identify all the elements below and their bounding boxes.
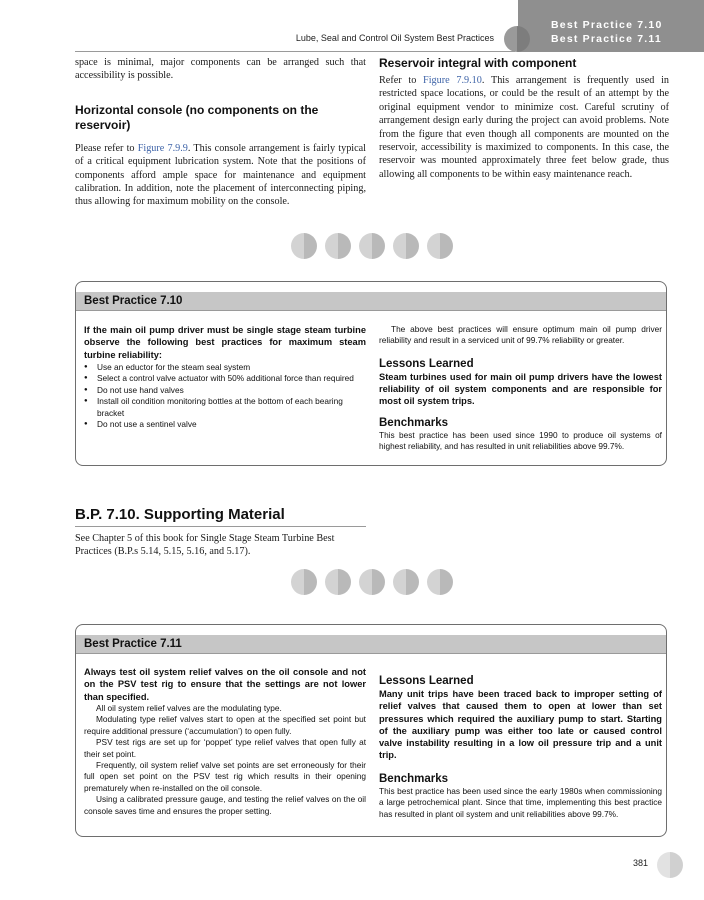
right-column: [379, 56, 669, 181]
header-circle-ornament: [504, 26, 530, 52]
left-intro-paragraph: space is minimal, major components can be arranged such that accessibility is possible.: [75, 57, 366, 82]
ornament-divider: [291, 233, 453, 259]
horizontal-console-heading: Horizontal console (no components on the reservoir): [75, 102, 319, 132]
ornament-circle: [359, 569, 385, 595]
bp710-right-intro: The above best practices will ensure optimum main oil pump driver reliability and result in a serviced unit of 99.7% reliability or greater.: [379, 324, 662, 346]
running-title: Lube, Seal and Control Oil System Best Practices: [295, 33, 494, 43]
bp711-paragraph: All oil system relief valves are the modulating type.: [96, 702, 282, 713]
best-practice-7-11-title: Best Practice 7.11: [76, 635, 666, 654]
section-tab-line-2: Best Practice 7.11: [551, 33, 662, 45]
bp711-lessons-heading: Lessons Learned: [379, 675, 474, 687]
best-practice-7-11-body: [76, 666, 666, 837]
ornament-circle: [325, 569, 351, 595]
best-practice-7-10-box: [75, 281, 667, 466]
bp711-lead: Always test oil system relief valves on the oil console and not on the PSV test rig to ensure that the settings are not lower than specified.: [84, 667, 366, 702]
bp711-benchmarks-heading: Benchmarks: [379, 772, 449, 785]
ornament-circle: [325, 233, 351, 259]
ornament-circle: [359, 233, 385, 259]
ornament-circle: [427, 233, 453, 259]
header-rule: [75, 51, 515, 52]
best-practice-7-10-body: [76, 324, 666, 466]
bp710-lessons-text: Steam turbines used for main oil pump drivers have the lowest reliability of oil system components and are responsible for most oil system trips.: [379, 371, 662, 407]
best-practice-7-11-box: [75, 624, 667, 837]
supporting-material-heading: B.P. 7.10. Supporting Material: [75, 505, 366, 527]
page-number-circle-ornament: [657, 852, 683, 878]
page-number: 381: [633, 858, 649, 868]
reservoir-integral-paragraph: Refer to Figure 7.9.10. This arrangement is frequently used in restricted space locations, or could be the result of an attempt by the original equipment vendor to minimize cost. Careful scrutiny of arrangement design early during the project can avoid problems. Note from the figure that even though all components are mounted on the reservoir, accessibility is maximized to components. In this case, the reservoir was mounted approximately three feet below grade, thus allowing all components to be within easy maintenance reach.: [379, 75, 669, 180]
bp710-lead: If the main oil pump driver must be single stage steam turbine observe the following best practices for maximum steam turbine reliability:: [84, 325, 366, 360]
best-practice-7-10-title: Best Practice 7.10: [76, 292, 666, 311]
figure-link-7-9-9[interactable]: Figure 7.9.9: [137, 142, 188, 154]
list-item: ● Install oil condition monitoring bottles at the bottom of each bearing bracket: [84, 396, 366, 419]
list-item: ● Select a control valve actuator with 50% additional force than required: [84, 373, 366, 384]
bp710-left-column: [84, 324, 366, 430]
ornament-circle: [427, 569, 453, 595]
figure-link-7-9-10[interactable]: Figure 7.9.10: [423, 75, 482, 86]
ornament-circle: [291, 233, 317, 259]
bp711-left-column: [84, 666, 366, 817]
bp711-paragraph: Frequently, oil system relief valve set points are set erroneously for their full open set point on the PSV test rig which results in their opening prematurely when re-installed on the oil console.: [84, 759, 366, 793]
bp711-lessons-text: Many unit trips have been traced back to improper setting of relief valves that caused them to open at lower than set pressures which required the auxiliary pump to start. Starting of the auxiliary pump was either too late or caused control valve instability resulting in a low oil pressure trip and a unit trip.: [379, 689, 662, 761]
bp710-benchmarks-text: This best practice has been used since 1990 to produce oil systems of highest reliability, and has resulted in unit reliabilities above 99.7%.: [379, 429, 662, 452]
bp711-right-column: [379, 666, 662, 820]
reservoir-integral-heading: Reservoir integral with component: [379, 56, 577, 70]
bp710-lessons-heading: Lessons Learned: [379, 357, 474, 370]
bp710-benchmarks-heading: Benchmarks: [379, 416, 449, 429]
ornament-circle: [291, 569, 317, 595]
list-item: ● Do not use a sentinel valve: [84, 419, 366, 430]
bp710-bullet-list: [84, 362, 366, 430]
bp711-paragraph: PSV test rigs are set up for ‘poppet’ type relief valves that open fully at their set point.: [84, 737, 366, 759]
section-tab-line-1: Best Practice 7.10: [551, 19, 663, 31]
list-item: ● Use an eductor for the steam seal system: [84, 362, 366, 373]
bp711-paragraph: Using a calibrated pressure gauge, and testing the relief valves on the oil console saves time and ensures the proper setting.: [84, 794, 366, 816]
list-item: ● Do not use hand valves: [84, 385, 366, 396]
ornament-circle: [393, 569, 419, 595]
bp711-benchmarks-text: This best practice has been used since the early 1980s when commissioning a large petrochemical plant. Since that time, implementing this best practice has resulted in plant oil system and unit reliabilities above 99.7%.: [379, 785, 662, 819]
ornament-divider: [291, 569, 453, 595]
horizontal-console-paragraph: Please refer to Figure 7.9.9. This console arrangement is fairly typical of a critical equipment lubrication system. Note that the positions of components afford ample space for maintenance and equipment calibration. In addition, note the placement of interconnecting piping, thus allowing for maximum mobility on the console.: [75, 142, 366, 208]
running-header: [0, 0, 518, 52]
bp711-paragraph: Modulating type relief valves start to open at the specified set point but require additional pressure (‘accumulation’) to open fully.: [84, 714, 366, 736]
ornament-circle: [393, 233, 419, 259]
bp710-right-column: [379, 324, 662, 453]
left-column: [75, 56, 366, 209]
supporting-material-text: See Chapter 5 of this book for Single Stage Steam Turbine Best Practices (B.P.s 5.14, 5.15, 5.16, and 5.17).: [75, 533, 335, 558]
